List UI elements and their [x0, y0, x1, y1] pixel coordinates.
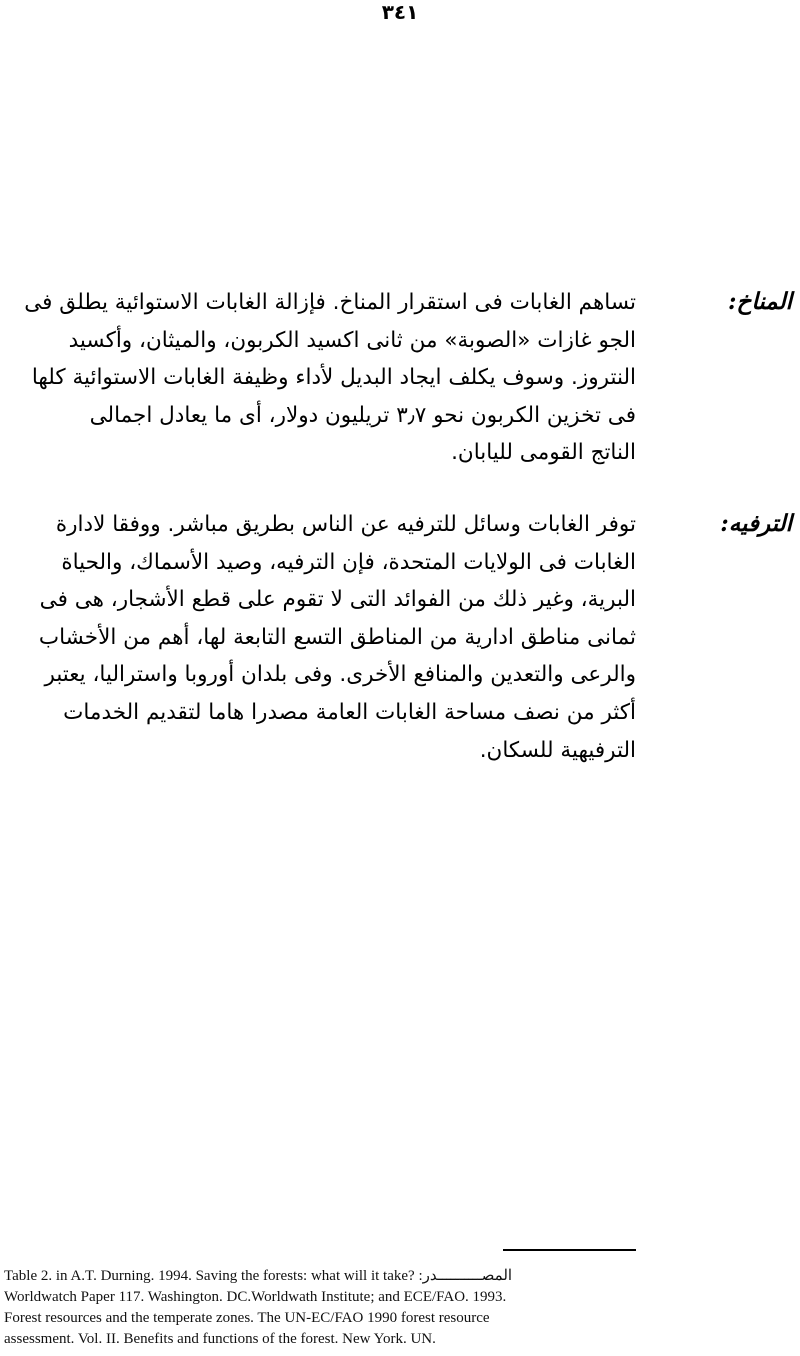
paragraph-line: النتروز. وسوف يكلف ايجاد البديل لأداء وظيفة الغابات الاستوائية كلها	[31, 365, 636, 391]
paragraph-line: والرعى والتعدين والمنافع الأخرى. وفى بلدان أوروبا واستراليا، يعتبر	[44, 662, 636, 688]
footnote-citation: Table 2. in A.T. Durning. 1994. Saving the forests: what will it take?	[4, 1268, 415, 1284]
footnote	[4, 1266, 638, 1350]
paragraph-line: ثمانى مناطق ادارية من المناطق التسع التابعة لها، أهم من الأخشاب	[38, 624, 636, 650]
climate-heading: المناخ:	[728, 288, 792, 315]
footnote-line: assessment. Vol. II. Benefits and functions of the forest. New York. UN.	[4, 1331, 436, 1347]
paragraph-line: فى تخزين الكربون نحو ٣٫٧ تريليون دولار، أى ما يعادل اجمالى	[89, 402, 636, 428]
recreation-paragraph	[4, 506, 636, 769]
page-number: ٣٤١	[381, 0, 419, 24]
climate-paragraph	[4, 284, 636, 472]
footnote-line	[4, 1266, 638, 1287]
paragraph-line: تساهم الغابات فى استقرار المناخ. فإزالة الغابات الاستوائية يطلق فى	[24, 290, 636, 315]
footnote-line: Worldwatch Paper 117. Washington. DC.Worldwath Institute; and ECE/FAO. 1993.	[4, 1289, 507, 1305]
paragraph-line: الغابات فى الولايات المتحدة، فإن الترفيه، وصيد الأسماك، والحياة	[61, 549, 636, 575]
paragraph-line: أكثر من نصف مساحة الغابات العامة مصدرا هاما لتقديم الخدمات	[63, 699, 636, 725]
footnote-source-label: المصــــــــــدر:	[418, 1268, 513, 1284]
paragraph-line: الناتج القومى لليابان.	[451, 440, 636, 466]
paragraph-line: توفر الغابات وسائل للترفيه عن الناس بطريق مباشر. ووفقا لادارة	[55, 512, 636, 537]
footnote-line: Forest resources and the temperate zones. The UN-EC/FAO 1990 forest resource	[4, 1310, 490, 1326]
paragraph-line: البرية، وغير ذلك من الفوائد التى لا تقوم على قطع الأشجار، هى فى	[39, 587, 636, 613]
footnote-divider	[503, 1249, 636, 1251]
paragraph-line: الترفيهية للسكان.	[479, 737, 636, 763]
paragraph-line: الجو غازات «الصوبة» من ثانى اكسيد الكربون، والميثان، وأكسيد	[68, 327, 636, 353]
recreation-heading: الترفيه:	[720, 510, 792, 537]
